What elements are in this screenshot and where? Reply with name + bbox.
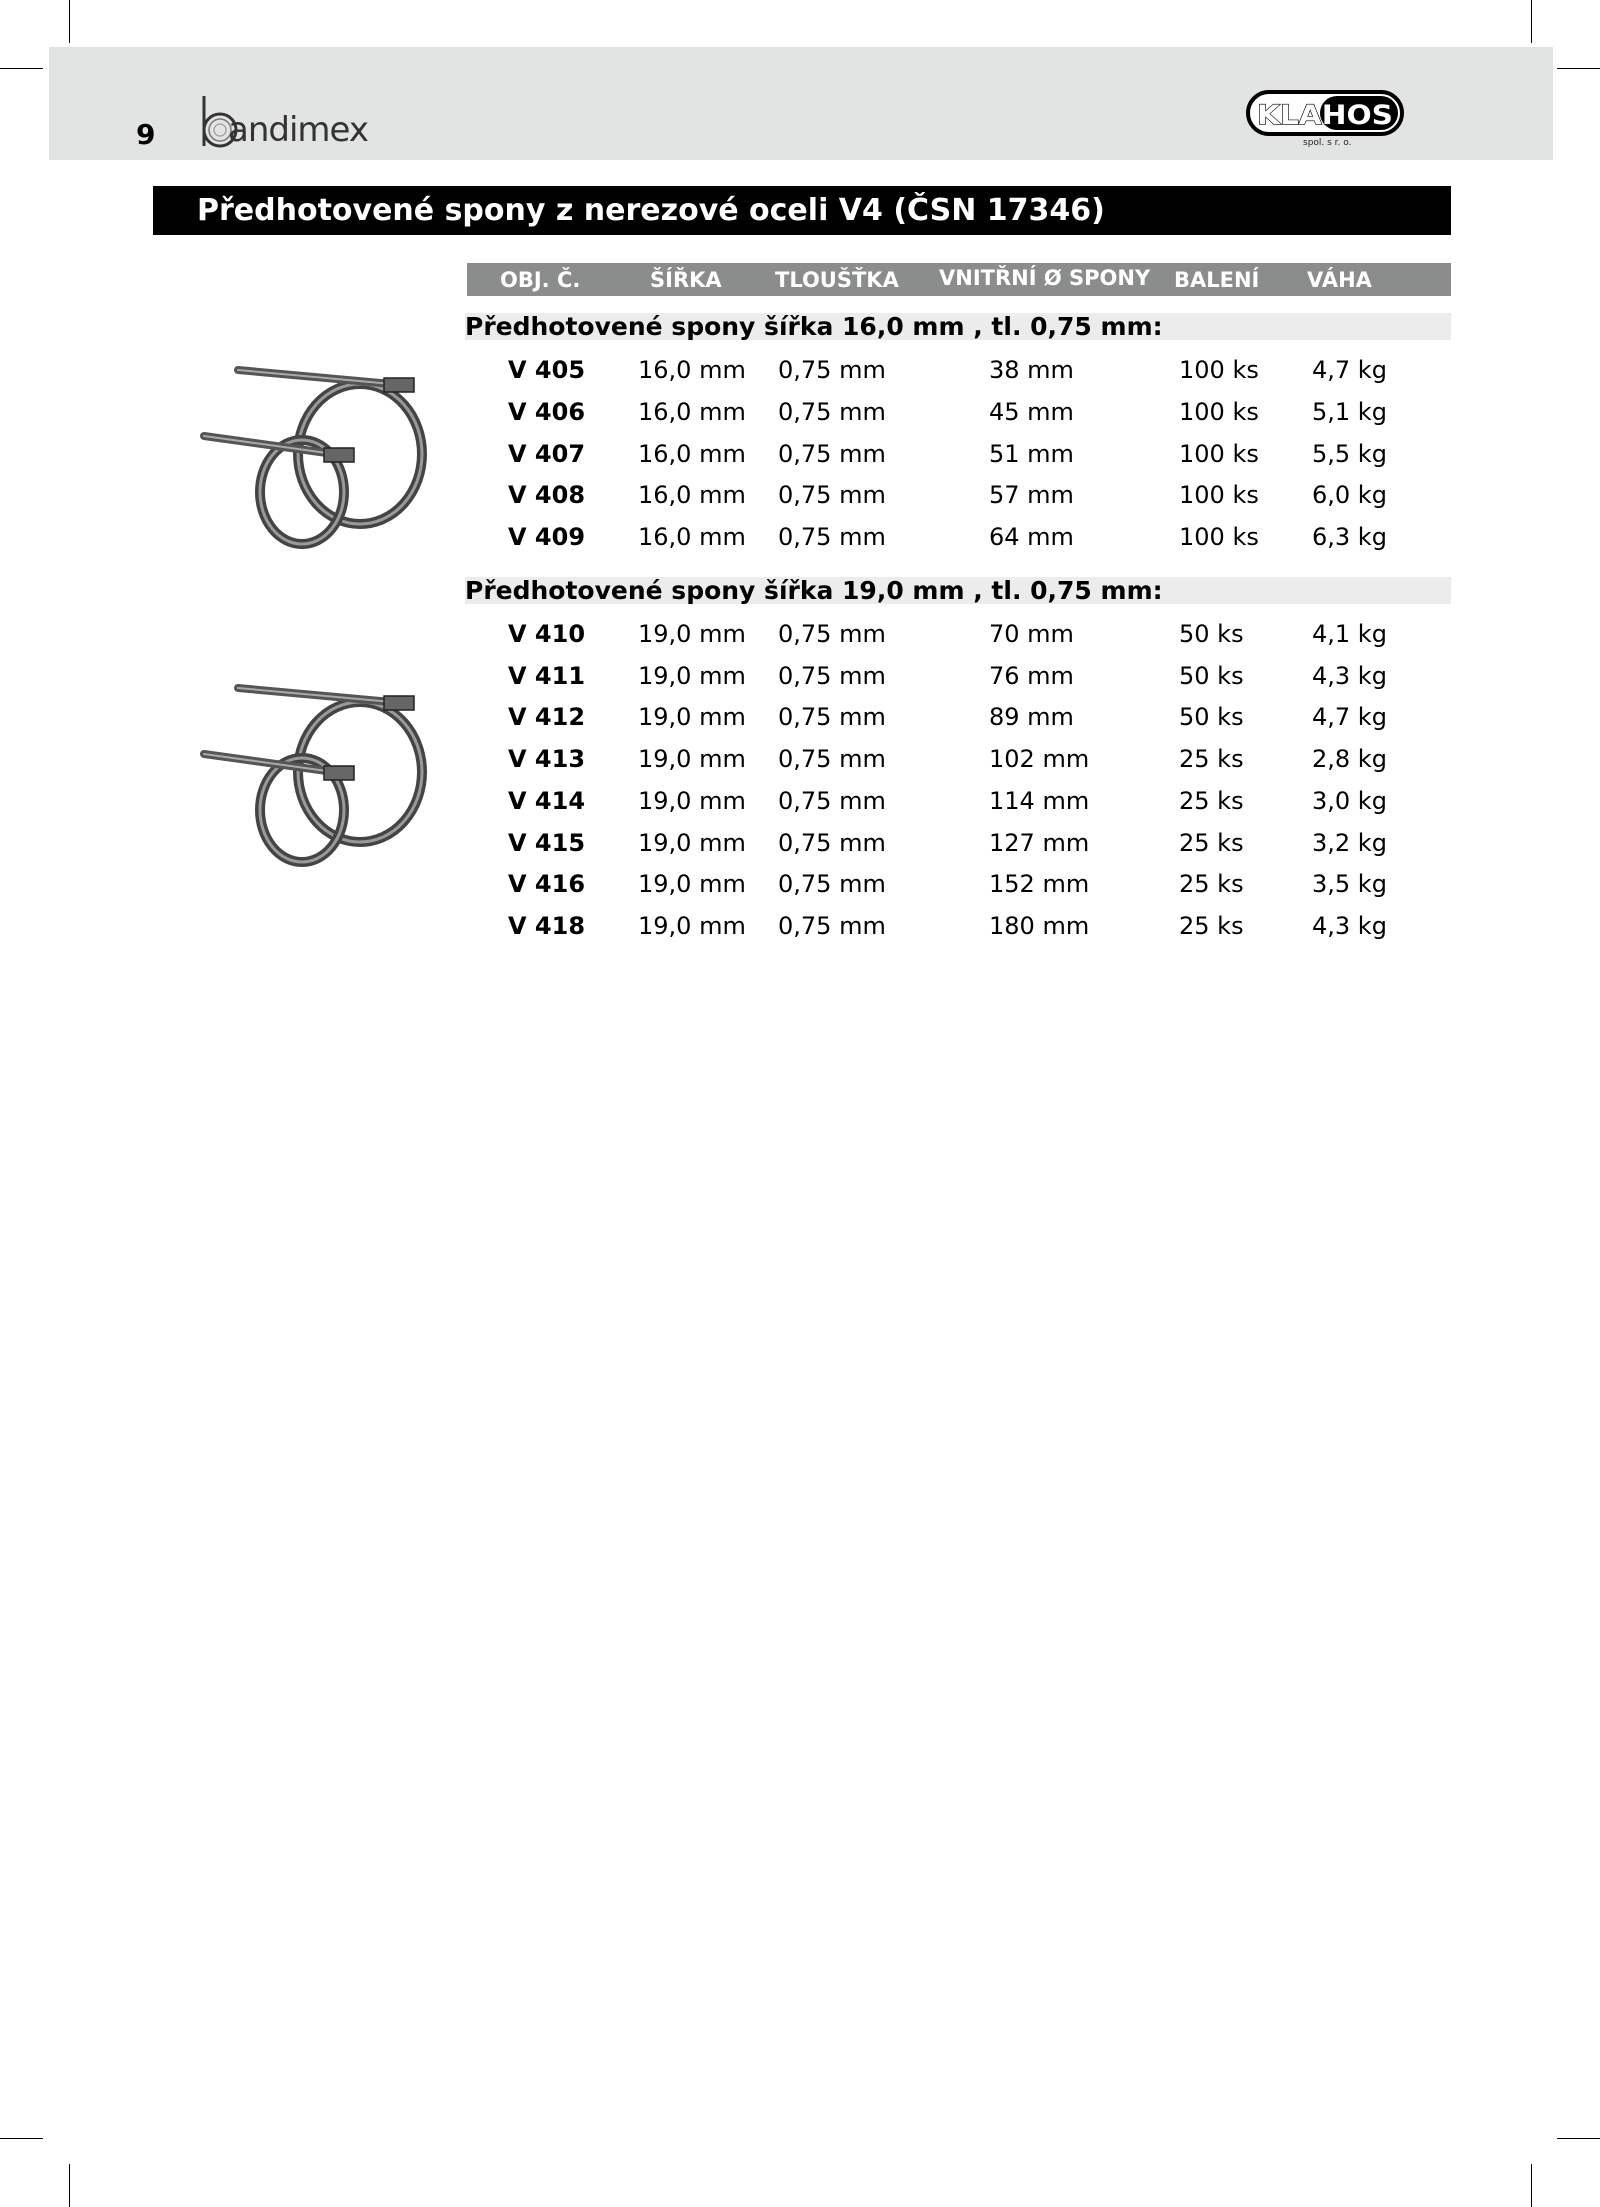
cell-pack: 50 ks — [1179, 703, 1244, 731]
cell-pack: 25 ks — [1179, 829, 1244, 857]
column-header-thickness: TLOUŠŤKA — [775, 268, 899, 292]
cell-width: 19,0 mm — [638, 912, 746, 940]
cell-thickness: 0,75 mm — [778, 481, 886, 509]
brand-left-name: andimex — [228, 110, 368, 150]
cell-weight: 3,5 kg — [1312, 870, 1387, 898]
table-row — [0, 822, 1600, 864]
cell-thickness: 0,75 mm — [778, 829, 886, 857]
cell-thickness: 0,75 mm — [778, 440, 886, 468]
column-header-width: ŠÍŘKA — [650, 268, 722, 292]
table-row — [0, 696, 1600, 738]
cell-pack: 50 ks — [1179, 662, 1244, 690]
cell-thickness: 0,75 mm — [778, 662, 886, 690]
page-number: 9 — [136, 118, 156, 151]
cell-diameter: 127 mm — [989, 829, 1090, 857]
cell-width: 19,0 mm — [638, 620, 746, 648]
cell-diameter: 89 mm — [989, 703, 1074, 731]
klahos-logo-icon — [1246, 88, 1404, 144]
cell-code: V 407 — [508, 440, 586, 468]
table-row — [0, 738, 1600, 780]
table-row — [0, 863, 1600, 905]
cell-pack: 25 ks — [1179, 787, 1244, 815]
cell-code: V 415 — [508, 829, 586, 857]
table-row — [0, 613, 1600, 655]
cell-width: 16,0 mm — [638, 398, 746, 426]
cell-pack: 50 ks — [1179, 620, 1244, 648]
cell-thickness: 0,75 mm — [778, 870, 886, 898]
cell-code: V 412 — [508, 703, 586, 731]
cell-code: V 416 — [508, 870, 586, 898]
cell-weight: 4,1 kg — [1312, 620, 1387, 648]
cell-diameter: 152 mm — [989, 870, 1090, 898]
cell-diameter: 38 mm — [989, 356, 1074, 384]
crop-mark — [69, 0, 70, 43]
cell-width: 16,0 mm — [638, 356, 746, 384]
cell-thickness: 0,75 mm — [778, 787, 886, 815]
table-row — [0, 349, 1600, 391]
table-row — [0, 433, 1600, 475]
table-header — [467, 263, 1451, 296]
crop-mark — [1557, 68, 1600, 69]
column-header-code: OBJ. Č. — [500, 268, 581, 292]
cell-diameter: 70 mm — [989, 620, 1074, 648]
cell-pack: 100 ks — [1179, 481, 1259, 509]
cell-pack: 100 ks — [1179, 398, 1259, 426]
cell-weight: 3,0 kg — [1312, 787, 1387, 815]
cell-diameter: 114 mm — [989, 787, 1090, 815]
cell-width: 19,0 mm — [638, 829, 746, 857]
cell-width: 19,0 mm — [638, 703, 746, 731]
cell-code: V 408 — [508, 481, 586, 509]
section-title: Předhotovené spony šířka 16,0 mm , tl. 0,75 mm: — [465, 313, 1451, 340]
brand-right-subtitle: spol. s r. o. — [1303, 138, 1352, 148]
cell-weight: 4,3 kg — [1312, 912, 1387, 940]
cell-width: 16,0 mm — [638, 523, 746, 551]
crop-mark — [1557, 2138, 1600, 2139]
cell-width: 16,0 mm — [638, 440, 746, 468]
column-header-weight: VÁHA — [1307, 268, 1372, 292]
table-row — [0, 391, 1600, 433]
crop-mark — [0, 68, 43, 69]
cell-weight: 3,2 kg — [1312, 829, 1387, 857]
table-row — [0, 905, 1600, 947]
cell-diameter: 76 mm — [989, 662, 1074, 690]
crop-mark — [1531, 2164, 1532, 2207]
cell-thickness: 0,75 mm — [778, 912, 886, 940]
cell-code: V 409 — [508, 523, 586, 551]
crop-mark — [1531, 0, 1532, 43]
cell-thickness: 0,75 mm — [778, 620, 886, 648]
cell-weight: 2,8 kg — [1312, 745, 1387, 773]
table-row — [0, 780, 1600, 822]
cell-code: V 418 — [508, 912, 586, 940]
cell-code: V 405 — [508, 356, 586, 384]
cell-code: V 413 — [508, 745, 586, 773]
cell-thickness: 0,75 mm — [778, 703, 886, 731]
cell-pack: 25 ks — [1179, 912, 1244, 940]
cell-width: 16,0 mm — [638, 481, 746, 509]
cell-code: V 410 — [508, 620, 586, 648]
cell-width: 19,0 mm — [638, 662, 746, 690]
cell-weight: 4,7 kg — [1312, 703, 1387, 731]
cell-code: V 406 — [508, 398, 586, 426]
cell-weight: 6,0 kg — [1312, 481, 1387, 509]
cell-pack: 100 ks — [1179, 356, 1259, 384]
cell-weight: 5,1 kg — [1312, 398, 1387, 426]
table-row — [0, 474, 1600, 516]
cell-diameter: 102 mm — [989, 745, 1090, 773]
table-row — [0, 516, 1600, 558]
table-row — [0, 655, 1600, 697]
cell-diameter: 51 mm — [989, 440, 1074, 468]
cell-diameter: 57 mm — [989, 481, 1074, 509]
cell-weight: 4,7 kg — [1312, 356, 1387, 384]
cell-weight: 6,3 kg — [1312, 523, 1387, 551]
cell-thickness: 0,75 mm — [778, 523, 886, 551]
cell-pack: 25 ks — [1179, 745, 1244, 773]
column-header-pack: BALENÍ — [1174, 268, 1260, 292]
cell-diameter: 180 mm — [989, 912, 1090, 940]
cell-weight: 5,5 kg — [1312, 440, 1387, 468]
klahos-logo-text: KLAHOS — [1257, 100, 1393, 131]
cell-pack: 100 ks — [1179, 523, 1259, 551]
cell-thickness: 0,75 mm — [778, 745, 886, 773]
cell-diameter: 45 mm — [989, 398, 1074, 426]
cell-width: 19,0 mm — [638, 870, 746, 898]
crop-mark — [0, 2138, 43, 2139]
cell-thickness: 0,75 mm — [778, 398, 886, 426]
crop-mark — [69, 2164, 70, 2207]
section-title: Předhotovené spony šířka 19,0 mm , tl. 0,75 mm: — [465, 577, 1451, 604]
cell-weight: 4,3 kg — [1312, 662, 1387, 690]
column-header-diameter: VNITŘNÍ Ø SPONY — [939, 266, 1151, 290]
cell-diameter: 64 mm — [989, 523, 1074, 551]
cell-width: 19,0 mm — [638, 787, 746, 815]
cell-thickness: 0,75 mm — [778, 356, 886, 384]
cell-code: V 411 — [508, 662, 586, 690]
cell-width: 19,0 mm — [638, 745, 746, 773]
cell-pack: 100 ks — [1179, 440, 1259, 468]
cell-code: V 414 — [508, 787, 586, 815]
page-title: Předhotovené spony z nerezové oceli V4 (ČSN 17346) — [153, 186, 1451, 235]
cell-pack: 25 ks — [1179, 870, 1244, 898]
